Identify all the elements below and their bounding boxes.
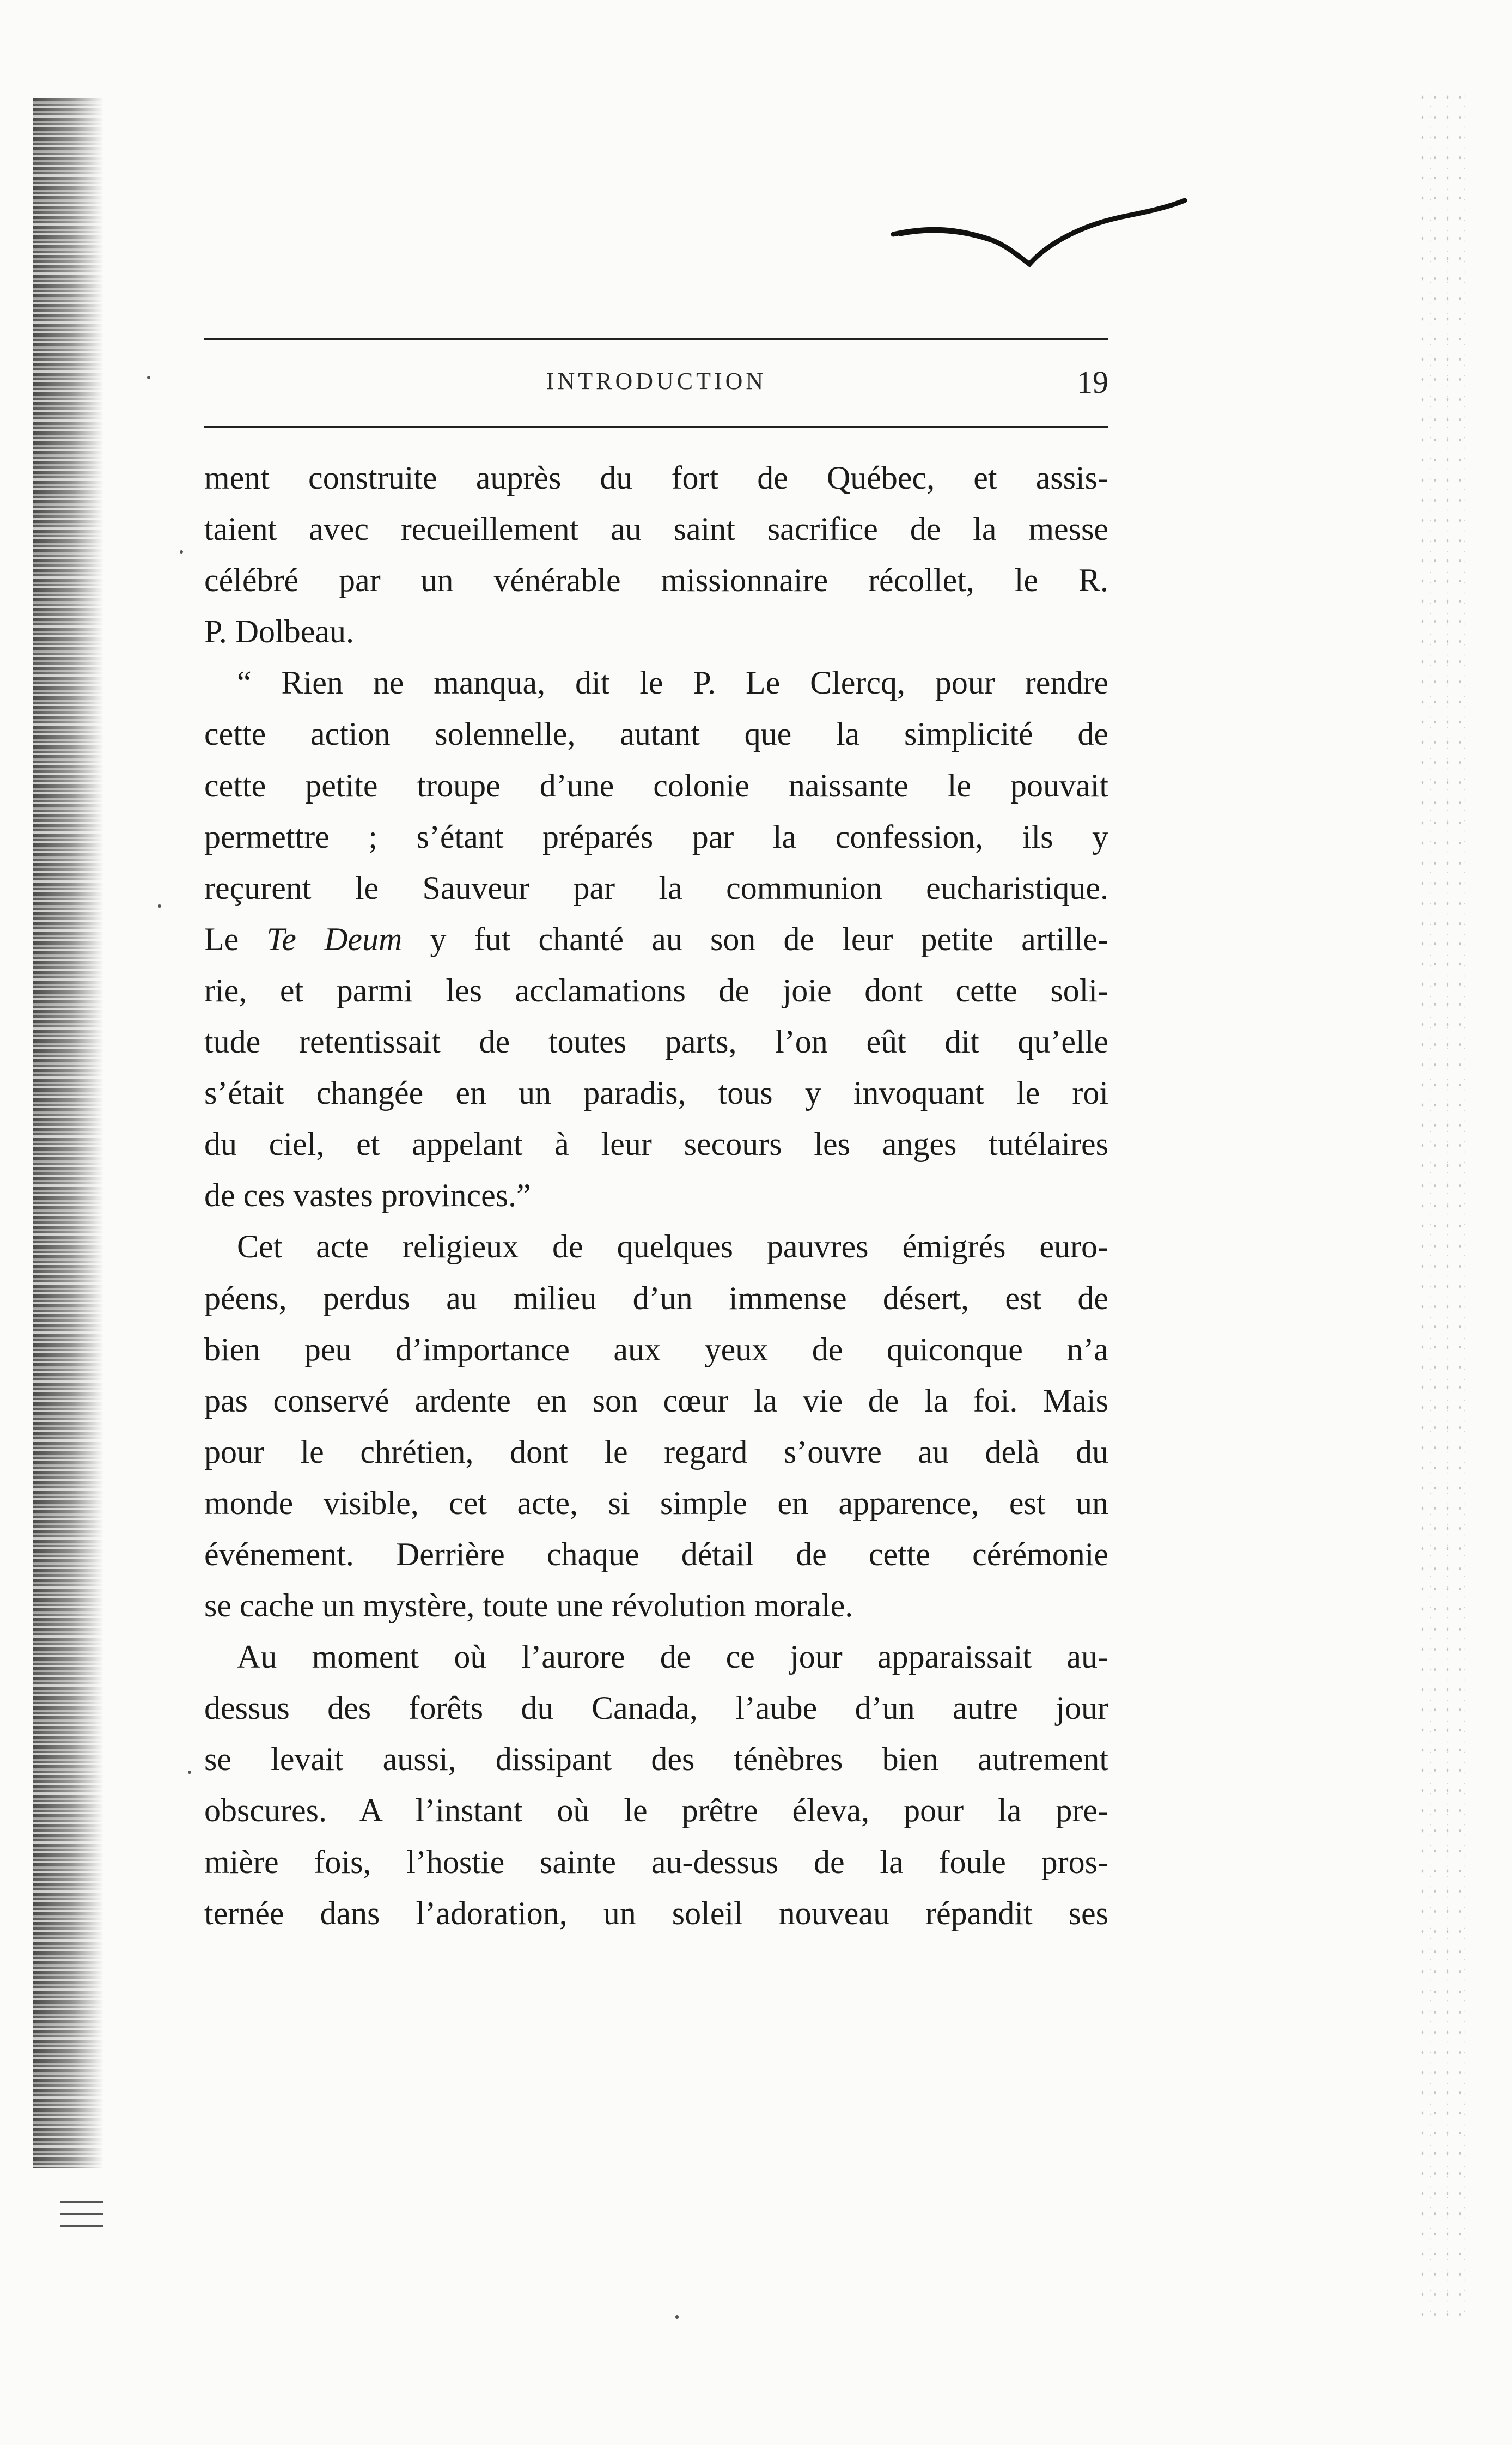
text-line: ment construite auprès du fort de Québec, et assis- <box>204 460 1108 496</box>
running-title: INTRODUCTION <box>546 368 767 394</box>
text-line: dessus des forêts du Canada, l’aube d’un autre jour <box>204 1690 1108 1726</box>
ink-speck <box>675 2315 679 2319</box>
text-line: monde visible, cet acte, si simple en apparence, est un <box>204 1485 1108 1521</box>
page-number: 19 <box>1077 364 1108 400</box>
pen-mark-icon <box>882 174 1187 278</box>
ink-speck <box>180 550 183 554</box>
text-line: mière fois, l’hostie sainte au-dessus de la foule pros- <box>204 1844 1108 1880</box>
text-line: ternée dans l’adoration, un soleil nouveau répandit ses <box>204 1895 1108 1931</box>
text-fragment: y fut chanté au son de leur petite artille- <box>430 921 1108 957</box>
text-line: pas conservé ardente en son cœur la vie de la foi. Mais <box>204 1382 1108 1419</box>
binding-edge <box>33 98 103 2168</box>
text-line: cette petite troupe d’une colonie naissante le pouvait <box>204 767 1108 804</box>
body-text <box>204 452 1108 1939</box>
text-line: célébré par un vénérable missionnaire récollet, le R. <box>204 562 1108 599</box>
text-line: Au moment où l’aurore de ce jour apparaissait au- <box>237 1639 1108 1675</box>
header-rule-top <box>204 338 1108 340</box>
text-line: obscures. A l’instant où le prêtre éleva, pour la pre- <box>204 1792 1108 1829</box>
header-rule-bottom <box>204 426 1108 428</box>
text-line: s’était changée en un paradis, tous y invoquant le roi <box>204 1075 1108 1111</box>
text-fragment: Le <box>204 921 239 957</box>
text-line: se levait aussi, dissipant des ténèbres bien autrement <box>204 1741 1108 1778</box>
text-line: du ciel, et appelant à leur secours les anges tutélaires <box>204 1126 1108 1163</box>
text-line: P. Dolbeau. <box>204 613 354 650</box>
text-line: taient avec recueillement au saint sacrifice de la messe <box>204 511 1108 548</box>
text-line: cette action solennelle, autant que la simplicité de <box>204 716 1108 752</box>
text-line: permettre ; s’étant préparés par la confession, ils y <box>204 818 1108 855</box>
text-line: se cache un mystère, toute une révolution morale. <box>204 1588 853 1624</box>
text-line: bien peu d’importance aux yeux de quiconque n’a <box>204 1331 1108 1367</box>
text-line: pour le chrétien, dont le regard s’ouvre au delà du <box>204 1433 1108 1470</box>
text-line: événement. Derrière chaque détail de cette cérémonie <box>204 1536 1108 1572</box>
text-line: rie, et parmi les acclamations de joie dont cette soli- <box>204 972 1108 1008</box>
text-line: tude retentissait de toutes parts, l’on eût dit qu’elle <box>204 1024 1108 1060</box>
binding-lines <box>60 2201 103 2250</box>
running-head <box>204 364 1108 408</box>
text-line: Cet acte religieux de quelques pauvres émigrés euro- <box>237 1228 1108 1265</box>
page-edge-speckle <box>1416 87 1465 2321</box>
text-line: de ces vastes provinces.” <box>204 1177 531 1214</box>
italic-title: Te Deum <box>266 921 403 957</box>
text-line: “ Rien ne manqua, dit le P. Le Clercq, pour rendre <box>237 665 1108 701</box>
text-line: reçurent le Sauveur par la communion eucharistique. <box>204 869 1108 906</box>
ink-speck <box>188 1771 191 1774</box>
ink-speck <box>158 904 161 908</box>
text-line: péens, perdus au milieu d’un immense désert, est de <box>204 1280 1108 1316</box>
ink-speck <box>147 376 150 379</box>
text-line-te-deum <box>204 914 1108 965</box>
